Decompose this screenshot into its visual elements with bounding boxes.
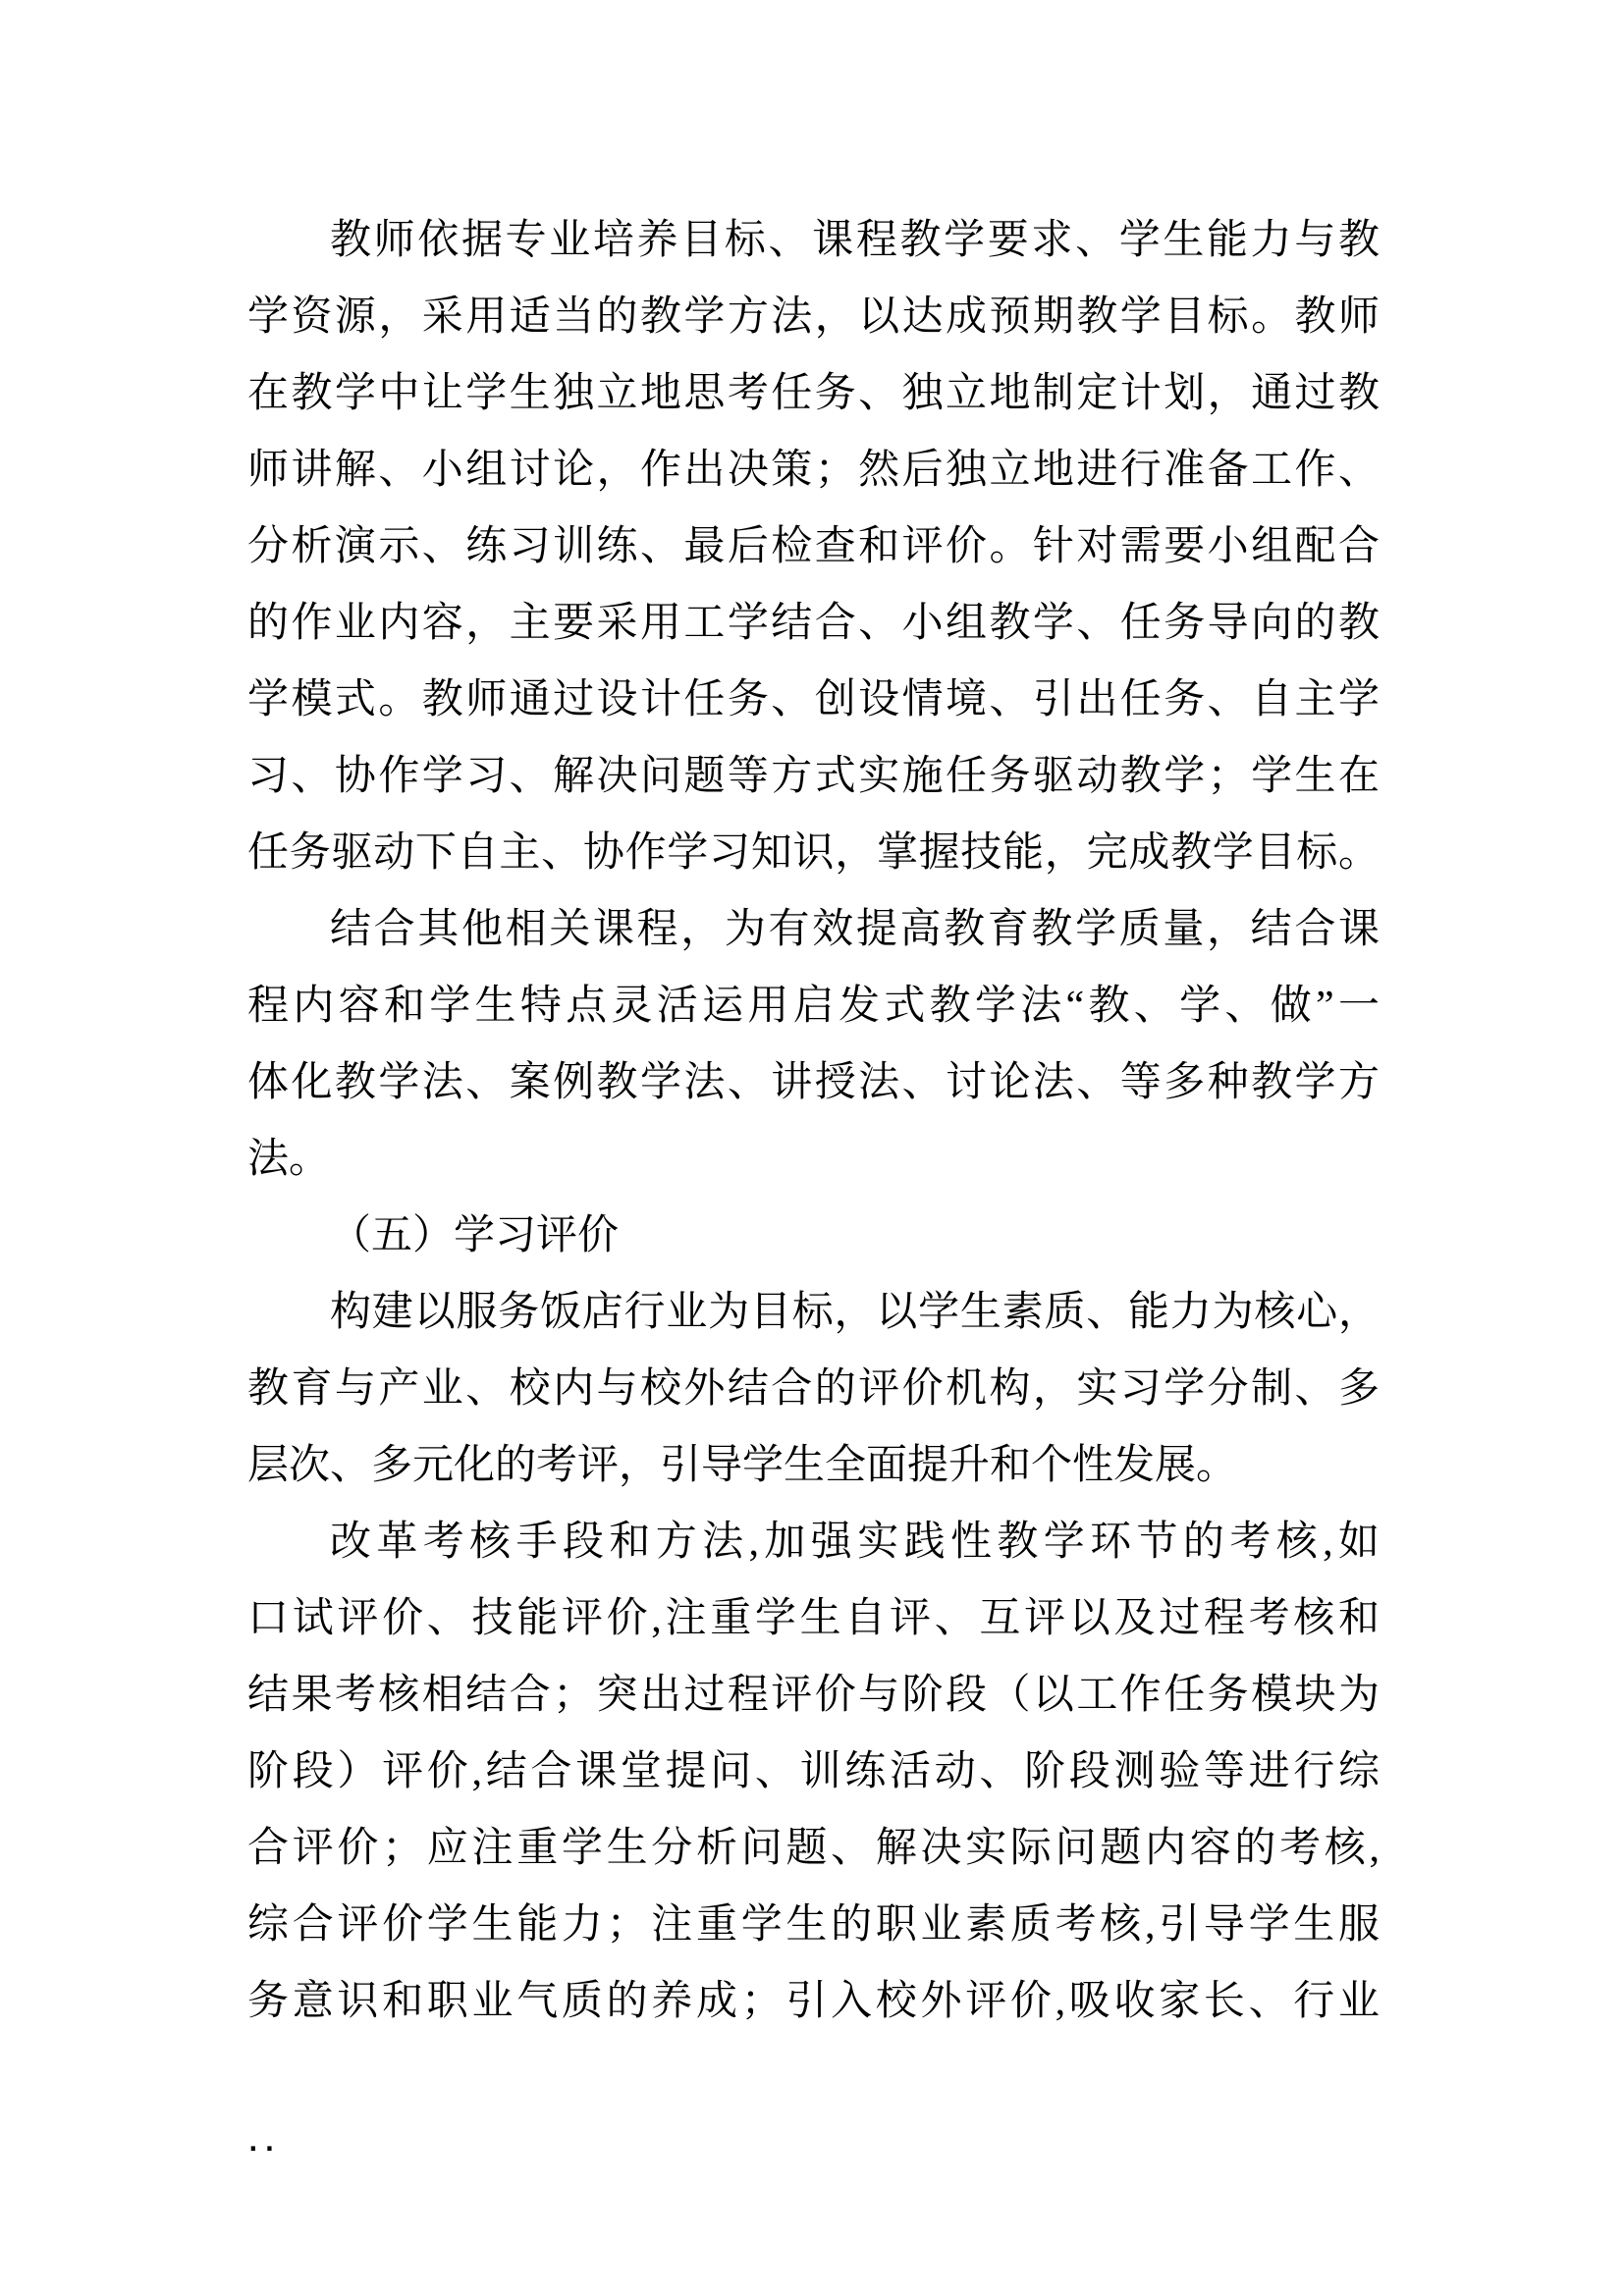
text-line: 法。 <box>247 1137 331 1182</box>
text-line: 师讲解、小组讨论，作出决策；然后独立地进行准备工作、 <box>247 448 1380 493</box>
text-line: 的作业内容，主要采用工学结合、小组教学、任务导向的教 <box>247 601 1380 646</box>
text-line: 务意识和职业气质的养成；引入校外评价,吸收家长、行业 <box>247 1979 1380 2024</box>
text-line: 教育与产业、校内与校外结合的评价机构，实习学分制、多 <box>247 1366 1380 1412</box>
text-line: 任务驱动下自主、协作学习知识，掌握技能，完成教学目标。 <box>247 830 1380 876</box>
text-line: 构建以服务饭店行业为目标，以学生素质、能力为核心， <box>330 1290 1380 1335</box>
text-line: 教师依据专业培养目标、课程教学要求、学生能力与教 <box>330 218 1380 263</box>
text-line: 分析演示、练习训练、最后检查和评价。针对需要小组配合 <box>247 524 1380 569</box>
text-line: 体化教学法、案例教学法、讲授法、讨论法、等多种教学方 <box>247 1060 1380 1105</box>
text-line: 习、协作学习、解决问题等方式实施任务驱动教学；学生在 <box>247 754 1380 799</box>
text-line: 在教学中让学生独立地思考任务、独立地制定计划，通过教 <box>247 371 1380 416</box>
text-line: 程内容和学生特点灵活运用启发式教学法“教、学、做”一 <box>247 984 1380 1029</box>
text-line: 学模式。教师通过设计任务、创设情境、引出任务、自主学 <box>247 677 1380 722</box>
text-line: 改革考核手段和方法,加强实践性教学环节的考核,如 <box>330 1520 1380 1565</box>
text-line: 阶段）评价,结合课堂提问、训练活动、阶段测验等进行综 <box>247 1749 1380 1794</box>
section-heading: （五）学习评价 <box>330 1213 620 1258</box>
footer-mark: .. <box>245 2128 279 2158</box>
text-line: 结合其他相关课程，为有效提高教育教学质量，结合课 <box>330 907 1380 952</box>
document-text-block <box>247 202 1380 2040</box>
text-line: 合评价；应注重学生分析问题、解决实际问题内容的考核, <box>247 1826 1380 1871</box>
text-line: 口试评价、技能评价,注重学生自评、互评以及过程考核和 <box>247 1596 1380 1641</box>
text-line: 学资源，采用适当的教学方法，以达成预期教学目标。教师 <box>247 294 1380 340</box>
text-line: 综合评价学生能力；注重学生的职业素质考核,引导学生服 <box>247 1902 1380 1948</box>
text-line: 层次、多元化的考评，引导学生全面提升和个性发展。 <box>247 1443 1238 1488</box>
text-line: 结果考核相结合；突出过程评价与阶段（以工作任务模块为 <box>247 1673 1380 1718</box>
